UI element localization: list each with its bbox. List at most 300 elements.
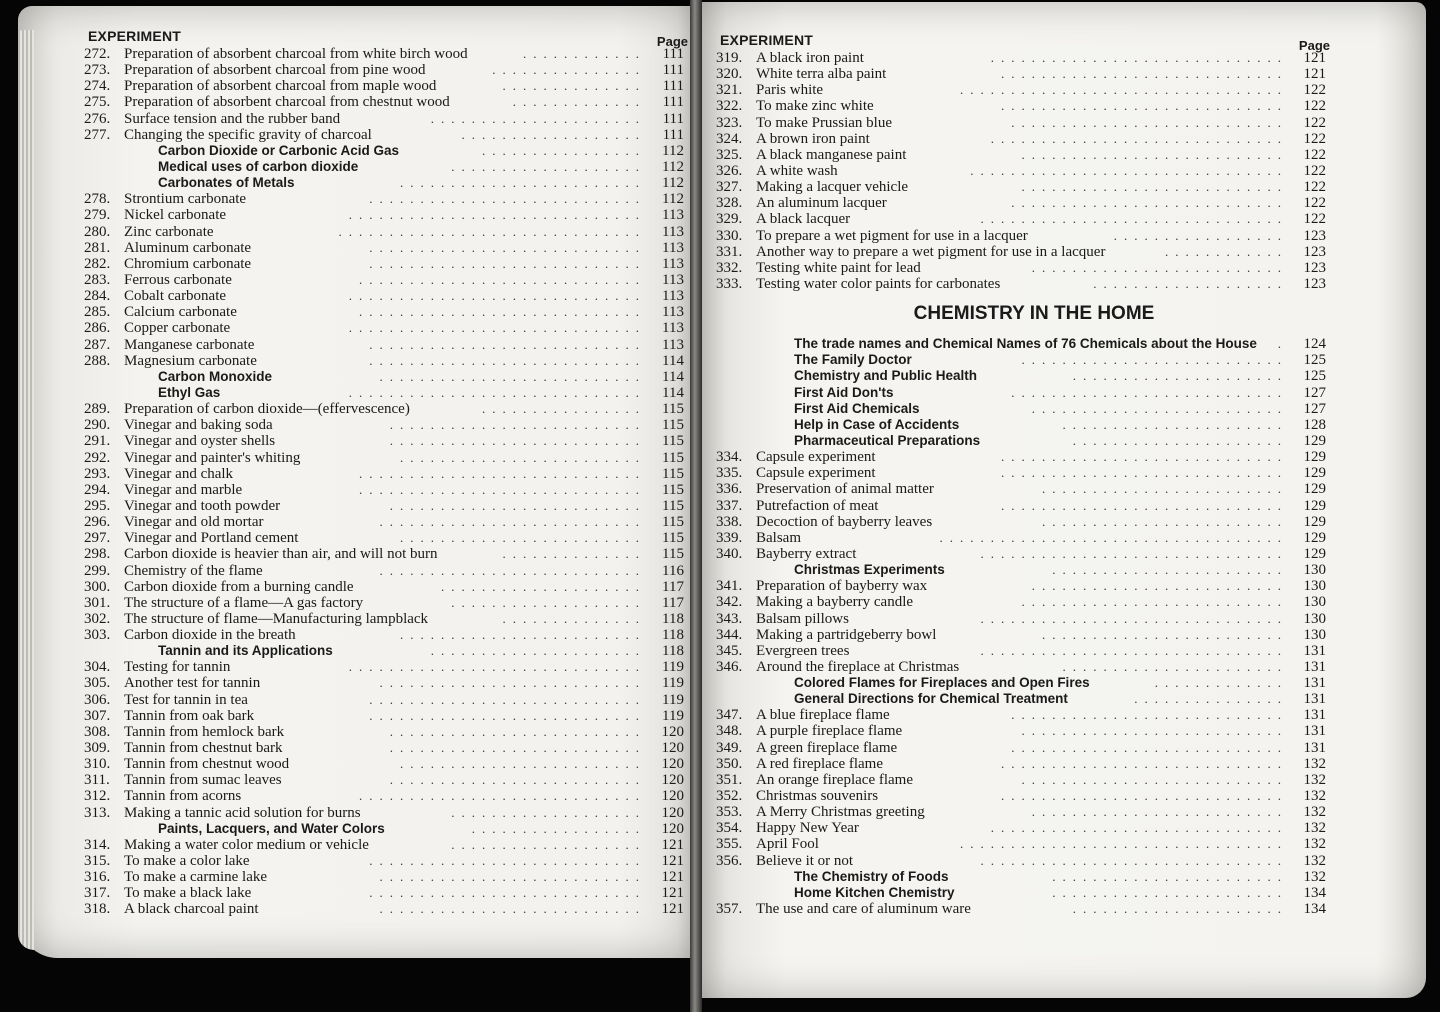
page-number: 132 (1303, 788, 1326, 805)
page-number: 129 (1303, 449, 1326, 466)
dot-leader: ........................... (369, 885, 646, 901)
page-number: 115 (662, 465, 684, 482)
experiment-title: Preparation of carbon dioxide—(effervescence) (124, 401, 410, 418)
experiment-title: Carbon dioxide in the breath (124, 627, 296, 644)
experiment-title: Tannin from sumac leaves (124, 772, 282, 789)
subheading-title: The Family Doctor (794, 352, 912, 368)
right-toc-header (716, 30, 1332, 53)
toc-entry-row (84, 224, 690, 240)
dot-leader: .......................... (379, 675, 646, 691)
experiment-title: To make a black lake (124, 885, 252, 902)
experiment-title: Vinegar and oyster shells (124, 433, 276, 450)
subheading-title: Ethyl Gas (158, 384, 221, 400)
toc-subheading-row (84, 821, 690, 837)
toc-entry-row (716, 530, 1332, 546)
page-number: 131 (1303, 658, 1326, 675)
page-number: 116 (662, 562, 684, 579)
dot-leader: .......................... (1021, 771, 1288, 787)
page-number: 115 (662, 497, 684, 514)
subheading-title: Medical uses of carbon dioxide (158, 158, 359, 174)
experiment-number: 311. (84, 772, 110, 789)
dot-leader: ........................... (369, 707, 646, 723)
experiment-number: 279. (84, 207, 111, 224)
experiment-title: Making a partridgeberry bowl (756, 626, 937, 643)
toc-entry-row (84, 546, 690, 562)
dot-leader: .............................. (980, 545, 1288, 561)
dot-leader: ............................ (1001, 497, 1288, 513)
page-number: 123 (1303, 275, 1326, 292)
experiment-title: A white wash (756, 162, 838, 179)
dot-leader: ............................. (348, 288, 646, 304)
toc-entry-row (84, 450, 690, 466)
page-heading: Page (1298, 38, 1330, 53)
toc-subheading-row (716, 869, 1332, 885)
page-number: 112 (662, 158, 684, 175)
toc-entry-row (84, 869, 690, 885)
subheading-title: The Chemistry of Foods (794, 868, 949, 884)
experiment-number: 303. (84, 627, 111, 644)
toc-entry-row (716, 740, 1332, 756)
page-number: 118 (662, 627, 684, 644)
experiment-number: 278. (84, 191, 111, 208)
experiment-number: 334. (716, 449, 743, 466)
experiment-title: Around the fireplace at Christmas (756, 658, 960, 675)
page-number: 124 (1303, 336, 1326, 353)
page-number: 121 (661, 885, 684, 902)
toc-entry-row (84, 240, 690, 256)
page-number: 122 (1303, 146, 1326, 163)
page-number: 113 (662, 336, 684, 353)
page-number: 128 (1303, 416, 1326, 433)
dot-leader: ............................ (359, 465, 646, 481)
page-number: 112 (662, 142, 684, 159)
toc-entry-row (84, 611, 690, 627)
toc-entry-row (84, 417, 690, 433)
experiment-title: A purple fireplace flame (756, 723, 903, 740)
experiment-title: Testing for tannin (124, 659, 231, 676)
toc-entry-row (716, 50, 1332, 66)
toc-entry-row (716, 449, 1332, 465)
page-number: 129 (1303, 465, 1326, 482)
dot-leader: ......................... (389, 772, 646, 788)
dot-leader: ...................... (1062, 658, 1288, 674)
page-number: 130 (1303, 610, 1326, 627)
dot-leader: ......................... (1031, 578, 1288, 594)
toc-entry-row (84, 191, 690, 207)
experiment-number: 309. (84, 740, 111, 757)
page-number: 113 (662, 207, 684, 224)
experiment-title: A brown iron paint (756, 130, 870, 147)
dot-leader: ........................... (369, 352, 646, 368)
dot-leader: ............................ (359, 788, 646, 804)
dot-leader: ......................... (389, 417, 646, 433)
experiment-title: Carbon dioxide from a burning candle (124, 578, 354, 595)
dot-leader: ....................... (1052, 868, 1288, 884)
book-gutter (690, 0, 702, 1012)
dot-leader: ............................ (359, 481, 646, 497)
page-number: 121 (661, 853, 684, 870)
dot-leader: ............................ (1001, 66, 1288, 82)
page-number: 131 (1303, 707, 1326, 724)
experiment-number: 323. (716, 114, 743, 131)
experiment-number: 299. (84, 562, 111, 579)
page-number: 115 (662, 481, 684, 498)
dot-leader: ........................ (1042, 513, 1288, 529)
dot-leader: ............................ (1001, 788, 1288, 804)
subheading-title: Carbon Monoxide (158, 368, 272, 384)
experiment-title: A black iron paint (756, 50, 864, 66)
toc-entry-row (84, 288, 690, 304)
toc-entry-row (84, 401, 690, 417)
experiment-number: 322. (716, 98, 743, 115)
dot-leader: ............. (1154, 675, 1288, 691)
experiment-number: 333. (716, 275, 743, 292)
experiment-heading: EXPERIMENT (88, 28, 182, 44)
experiment-number: 313. (84, 804, 111, 821)
toc-entry-row (716, 756, 1332, 772)
dot-leader: .............................. (980, 852, 1288, 868)
experiment-number: 298. (84, 546, 111, 563)
dot-leader: ..................... (1072, 432, 1288, 448)
dot-leader: ................... (451, 836, 646, 852)
experiment-number: 273. (84, 62, 111, 79)
toc-subheading-row (84, 159, 690, 175)
toc-entry-row (716, 820, 1332, 836)
dot-leader: .............................. (980, 642, 1288, 658)
dot-leader: ............................ (359, 271, 646, 287)
experiment-number: 297. (84, 530, 111, 547)
dot-leader: ........................ (400, 449, 646, 465)
page-number: 113 (662, 288, 684, 305)
dot-leader: ............................ (359, 304, 646, 320)
page-number: 115 (662, 417, 684, 434)
toc-entry-row (716, 131, 1332, 147)
experiment-title: Testing white paint for lead (756, 259, 921, 276)
page-number: 127 (1303, 384, 1326, 401)
dot-leader: ......................... (1031, 400, 1288, 416)
experiment-title: Making a lacquer vehicle (756, 179, 909, 196)
page-heading: Page (656, 34, 688, 49)
dot-leader: ........................... (1011, 739, 1288, 755)
experiment-title: Vinegar and chalk (124, 465, 234, 482)
toc-entry-row (84, 272, 690, 288)
dot-leader: ................... (451, 158, 646, 174)
experiment-number: 350. (716, 755, 743, 772)
dot-leader: ........................ (400, 175, 646, 191)
page-number: 131 (1303, 642, 1326, 659)
experiment-title: Vinegar and tooth powder (124, 497, 281, 514)
toc-entry-row (84, 675, 690, 691)
dot-leader: ................................ (960, 836, 1288, 852)
experiment-title: Bayberry extract (756, 545, 857, 562)
toc-entry-row (716, 179, 1332, 195)
experiment-title: Believe it or not (756, 852, 854, 869)
experiment-title: To make Prussian blue (756, 114, 893, 131)
dot-leader: .......................... (379, 901, 646, 917)
experiment-title: The structure of a flame—A gas factory (124, 594, 364, 611)
experiment-title: A Merry Christmas greeting (756, 804, 925, 821)
dot-leader: ............................. (990, 50, 1288, 65)
page-number: 122 (1303, 82, 1326, 99)
page-number: 122 (1303, 195, 1326, 212)
experiment-number: 348. (716, 723, 743, 740)
page-number: 132 (1303, 755, 1326, 772)
experiment-number: 285. (84, 304, 111, 321)
experiment-title: Vinegar and old mortar (124, 514, 264, 531)
toc-entry-row (716, 723, 1332, 739)
subheading-title: General Directions for Chemical Treatment (794, 691, 1068, 707)
toc-entry-row (716, 627, 1332, 643)
experiment-title: Strontium carbonate (124, 191, 247, 208)
left-toc-header (84, 26, 690, 49)
dot-leader: ........................... (369, 336, 646, 352)
page-number: 112 (662, 191, 684, 208)
dot-leader: ..................... (430, 110, 646, 126)
page-number: 129 (1303, 545, 1326, 562)
experiment-title: Ferrous carbonate (124, 271, 232, 288)
page-number: 118 (662, 643, 684, 660)
subheading-title: First Aid Don'ts (794, 384, 894, 400)
experiment-number: 304. (84, 659, 111, 676)
experiment-number: 274. (84, 78, 111, 95)
experiment-title: An aluminum lacquer (756, 195, 887, 212)
experiment-number: 302. (84, 610, 111, 627)
page-number: 111 (662, 94, 684, 111)
toc-entry-row (84, 756, 690, 772)
experiment-number: 342. (716, 594, 743, 611)
toc-entry-row (84, 772, 690, 788)
dot-leader: .................. (461, 126, 646, 142)
toc-entry-row (84, 304, 690, 320)
experiment-number: 319. (716, 50, 743, 66)
experiment-number: 341. (716, 578, 743, 595)
dot-leader: ........................ (400, 756, 646, 772)
toc-entry-row (716, 228, 1332, 244)
experiment-number: 283. (84, 271, 111, 288)
right-toc-entries-bottom (716, 336, 1332, 917)
toc-entry-row (84, 788, 690, 804)
toc-subheading-row (716, 433, 1332, 449)
experiment-title: Tannin from oak bark (124, 707, 255, 724)
experiment-title: A green fireplace flame (756, 739, 898, 756)
experiment-number: 347. (716, 707, 743, 724)
page-number: 134 (1303, 884, 1326, 901)
dot-leader: ............................ (1001, 465, 1288, 481)
subheading-title: Carbonates of Metals (158, 175, 295, 191)
toc-entry-row (716, 659, 1332, 675)
page-number: 122 (1303, 130, 1326, 147)
toc-subheading-row (716, 368, 1332, 384)
experiment-number: 320. (716, 66, 743, 83)
dot-leader: ............................. (348, 659, 646, 675)
right-toc-column (716, 30, 1332, 917)
dot-leader: ........................... (369, 239, 646, 255)
dot-leader: ............... (1134, 691, 1288, 707)
experiment-title: The structure of flame—Manufacturing lampblack (124, 610, 429, 627)
dot-leader: .......................... (1021, 352, 1288, 368)
right-toc-entries-top (716, 50, 1332, 292)
dot-leader: ........................ (1042, 481, 1288, 497)
dot-leader: ............................. (990, 130, 1288, 146)
dot-leader: ......................... (389, 740, 646, 756)
experiment-number: 331. (716, 243, 743, 260)
dot-leader: .................................. (939, 529, 1288, 545)
toc-entry-row (716, 260, 1332, 276)
page-number: 112 (662, 175, 684, 192)
experiment-number: 355. (716, 836, 743, 853)
page-number: 119 (662, 675, 684, 692)
page-number: 131 (1303, 675, 1326, 692)
page-number: 121 (1303, 66, 1326, 83)
toc-entry-row (84, 708, 690, 724)
dot-leader: ............ (523, 46, 646, 61)
toc-entry-row (84, 692, 690, 708)
page-number: 131 (1303, 691, 1326, 708)
experiment-number: 354. (716, 820, 743, 837)
dot-leader: ............... (492, 62, 646, 78)
experiment-title: An orange fireplace flame (756, 771, 913, 788)
page-number: 118 (662, 610, 684, 627)
experiment-number: 277. (84, 126, 111, 143)
page-number: 119 (662, 691, 684, 708)
experiment-number: 300. (84, 578, 111, 595)
subheading-title: Chemistry and Public Health (794, 368, 978, 384)
experiment-title: Capsule experiment (756, 465, 876, 482)
experiment-number: 290. (84, 417, 111, 434)
experiment-number: 306. (84, 691, 111, 708)
experiment-title: Vinegar and baking soda (124, 417, 273, 434)
experiment-number: 327. (716, 179, 743, 196)
dot-leader: ............................. (990, 820, 1288, 836)
experiment-number: 284. (84, 288, 111, 305)
experiment-number: 286. (84, 320, 111, 337)
experiment-title: Chemistry of the flame (124, 562, 263, 579)
experiment-title: A black charcoal paint (124, 901, 259, 918)
experiment-title: Making a bayberry candle (756, 594, 914, 611)
experiment-title: Christmas souvenirs (756, 788, 879, 805)
experiment-title: Manganese carbonate (124, 336, 255, 353)
dot-leader: ............................. (348, 384, 646, 400)
experiment-number: 338. (716, 513, 743, 530)
page-number: 113 (662, 223, 684, 240)
toc-subheading-row (84, 369, 690, 385)
dot-leader: ..................... (1072, 901, 1288, 917)
page-number: 120 (661, 723, 684, 740)
experiment-number: 351. (716, 771, 743, 788)
dot-leader: ......................... (389, 497, 646, 513)
toc-entry-row (84, 837, 690, 853)
dot-leader: ................ (482, 401, 646, 417)
experiment-number: 346. (716, 658, 743, 675)
page-number: 120 (661, 740, 684, 757)
page-number: 119 (662, 707, 684, 724)
left-toc-entries (84, 46, 690, 918)
experiment-number: 335. (716, 465, 743, 482)
page-number: 122 (1303, 179, 1326, 196)
subheading-title: Carbon Dioxide or Carbonic Acid Gas (158, 142, 400, 158)
experiment-number: 324. (716, 130, 743, 147)
dot-leader: ....................... (1052, 884, 1288, 900)
toc-entry-row (84, 563, 690, 579)
dot-leader: ........................... (369, 853, 646, 869)
experiment-number: 314. (84, 836, 111, 853)
page-number: 111 (662, 78, 684, 95)
page-number: 125 (1303, 352, 1326, 369)
page-number: 123 (1303, 243, 1326, 260)
dot-leader: ............ (1165, 243, 1288, 259)
page-number: 129 (1303, 497, 1326, 514)
experiment-title: Magnesium carbonate (124, 352, 257, 369)
toc-entry-row (84, 595, 690, 611)
dot-leader: ......................... (1031, 259, 1288, 275)
dot-leader: ......................... (1031, 804, 1288, 820)
toc-entry-row (84, 433, 690, 449)
experiment-number: 294. (84, 481, 111, 498)
experiment-number: 276. (84, 110, 111, 127)
page-number: 132 (1303, 804, 1326, 821)
page-number: 114 (662, 384, 684, 401)
dot-leader: ................ (482, 142, 646, 158)
page-number: 120 (661, 772, 684, 789)
page-number: 123 (1303, 227, 1326, 244)
experiment-title: To make zinc white (756, 98, 874, 115)
experiment-number: 325. (716, 146, 743, 163)
page-number: 122 (1303, 114, 1326, 131)
dot-leader: ........................... (1011, 707, 1288, 723)
toc-entry-row (84, 127, 690, 143)
dot-leader: ................... (1093, 275, 1288, 291)
page-number: 111 (662, 110, 684, 127)
toc-entry-row (84, 627, 690, 643)
experiment-title: A red fireplace flame (756, 755, 884, 772)
toc-entry-row (84, 659, 690, 675)
experiment-number: 305. (84, 675, 111, 692)
toc-entry-row (716, 195, 1332, 211)
experiment-title: Vinegar and painter's whiting (124, 449, 301, 466)
dot-leader: ................... (451, 804, 646, 820)
dot-leader: ..................... (430, 643, 646, 659)
experiment-title: Making a tannic acid solution for burns (124, 804, 361, 821)
toc-entry-row (716, 788, 1332, 804)
experiment-title: To make a carmine lake (124, 869, 268, 886)
experiment-number: 345. (716, 642, 743, 659)
dot-leader: ..................... (1072, 368, 1288, 384)
page-number: 120 (661, 756, 684, 773)
dot-leader: .......................... (1021, 146, 1288, 162)
page-number: 130 (1303, 594, 1326, 611)
dot-leader: .......................... (1021, 594, 1288, 610)
toc-subheading-row (716, 675, 1332, 691)
experiment-title: White terra alba paint (756, 66, 887, 83)
experiment-number: 330. (716, 227, 743, 244)
toc-entry-row (716, 901, 1332, 917)
subheading-title: Help in Case of Accidents (794, 416, 960, 432)
dot-leader: ........................... (369, 255, 646, 271)
experiment-title: Vinegar and Portland cement (124, 530, 299, 547)
experiment-title: Putrefaction of meat (756, 497, 879, 514)
experiment-title: Balsam pillows (756, 610, 849, 627)
page-number: 115 (662, 401, 684, 418)
dot-leader: .......................... (1021, 723, 1288, 739)
experiment-number: 287. (84, 336, 111, 353)
experiment-title: A black manganese paint (756, 146, 907, 163)
experiment-number: 293. (84, 465, 111, 482)
page-number: 127 (1303, 400, 1326, 417)
toc-entry-row (716, 853, 1332, 869)
toc-entry-row (716, 276, 1332, 292)
dot-leader: .............. (502, 610, 646, 626)
subheading-title: Colored Flames for Fireplaces and Open Fires (794, 675, 1090, 691)
